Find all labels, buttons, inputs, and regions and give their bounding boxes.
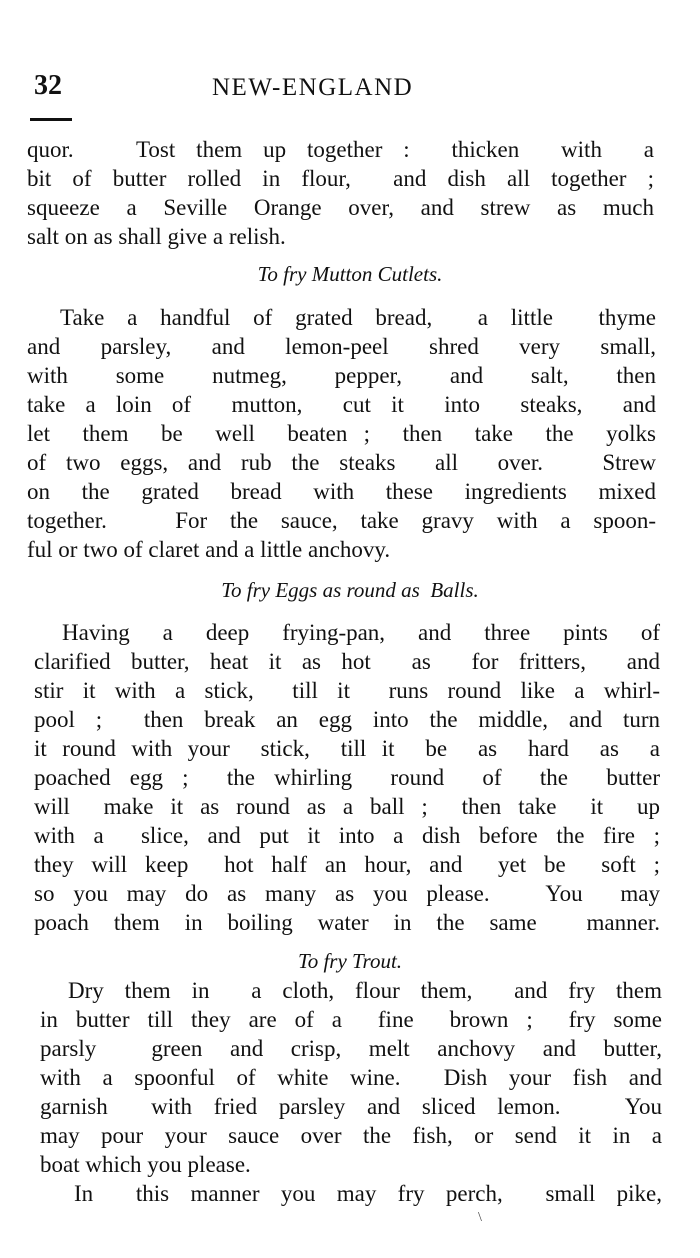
text-line: poach them in boiling water in the same manner.	[34, 910, 660, 935]
page-header	[34, 70, 474, 110]
text-line: clarified butter, heat it as hot as for fritters, and	[34, 649, 660, 674]
text-line: in butter till they are of a fine brown ; fry some	[40, 1007, 662, 1032]
recipe-heading: To fry Mutton Cutlets.	[257, 262, 443, 286]
text-line: with a spoonful of white wine. Dish your fish and	[40, 1065, 662, 1090]
text-line: stir it with a stick, till it runs round like a whirl-	[34, 678, 660, 703]
text-line: salt on as shall give a relish.	[27, 224, 286, 249]
text-line: quor. Tost them up together : thicken with a	[27, 137, 654, 162]
text-line: of two eggs, and rub the steaks all over. Strew	[27, 450, 656, 475]
text-line: ful or two of claret and a little anchovy.	[27, 537, 391, 562]
text-line: so you may do as many as you please. You may	[34, 881, 660, 906]
text-line: squeeze a Seville Orange over, and strew as much	[27, 195, 654, 220]
text-line: take a loin of mutton, cut it into steaks, and	[27, 392, 656, 417]
text-line: Having a deep frying-pan, and three pints of	[62, 620, 660, 645]
text-line: on the grated bread with these ingredients mixed	[27, 479, 656, 504]
text-line: poached egg ; the whirling round of the butter	[34, 765, 660, 790]
text-line: will make it as round as a ball ; then take it up	[34, 794, 660, 819]
text-line: let them be well beaten ; then take the yolks	[27, 421, 656, 446]
text-line: and parsley, and lemon-peel shred very small,	[27, 334, 656, 359]
text-line: parsly green and crisp, melt anchovy and butter,	[40, 1036, 662, 1061]
text-line: Dry them in a cloth, flour them, and fry them	[68, 978, 662, 1003]
text-line: Take a handful of grated bread, a little thyme	[60, 305, 656, 330]
text-line: together. For the sauce, take gravy with a spoon-	[27, 508, 656, 533]
signature-mark: \	[478, 1210, 482, 1225]
text-line: they will keep hot half an hour, and yet be soft ;	[34, 852, 660, 877]
recipe-heading: To fry Eggs as round as Balls.	[221, 578, 479, 602]
text-line: with some nutmeg, pepper, and salt, then	[27, 363, 656, 388]
text-line: garnish with fried parsley and sliced lemon. You	[40, 1094, 662, 1119]
recipe-heading: To fry Trout.	[297, 949, 403, 973]
page-number: 32	[34, 70, 62, 101]
text-line: In this manner you may fry perch, small pike,	[74, 1181, 662, 1206]
text-line: bit of butter rolled in flour, and dish all together ;	[27, 166, 654, 191]
text-line: it round with your stick, till it be as hard as a	[34, 736, 660, 761]
text-line: with a slice, and put it into a dish before the fire ;	[34, 823, 660, 848]
text-line: pool ; then break an egg into the middle, and turn	[34, 707, 660, 732]
text-line: boat which you please.	[40, 1152, 251, 1177]
text-line: may pour your sauce over the fish, or send it in a	[40, 1123, 662, 1148]
running-head: NEW-ENGLAND	[212, 74, 414, 101]
page-number-rule	[30, 118, 72, 121]
